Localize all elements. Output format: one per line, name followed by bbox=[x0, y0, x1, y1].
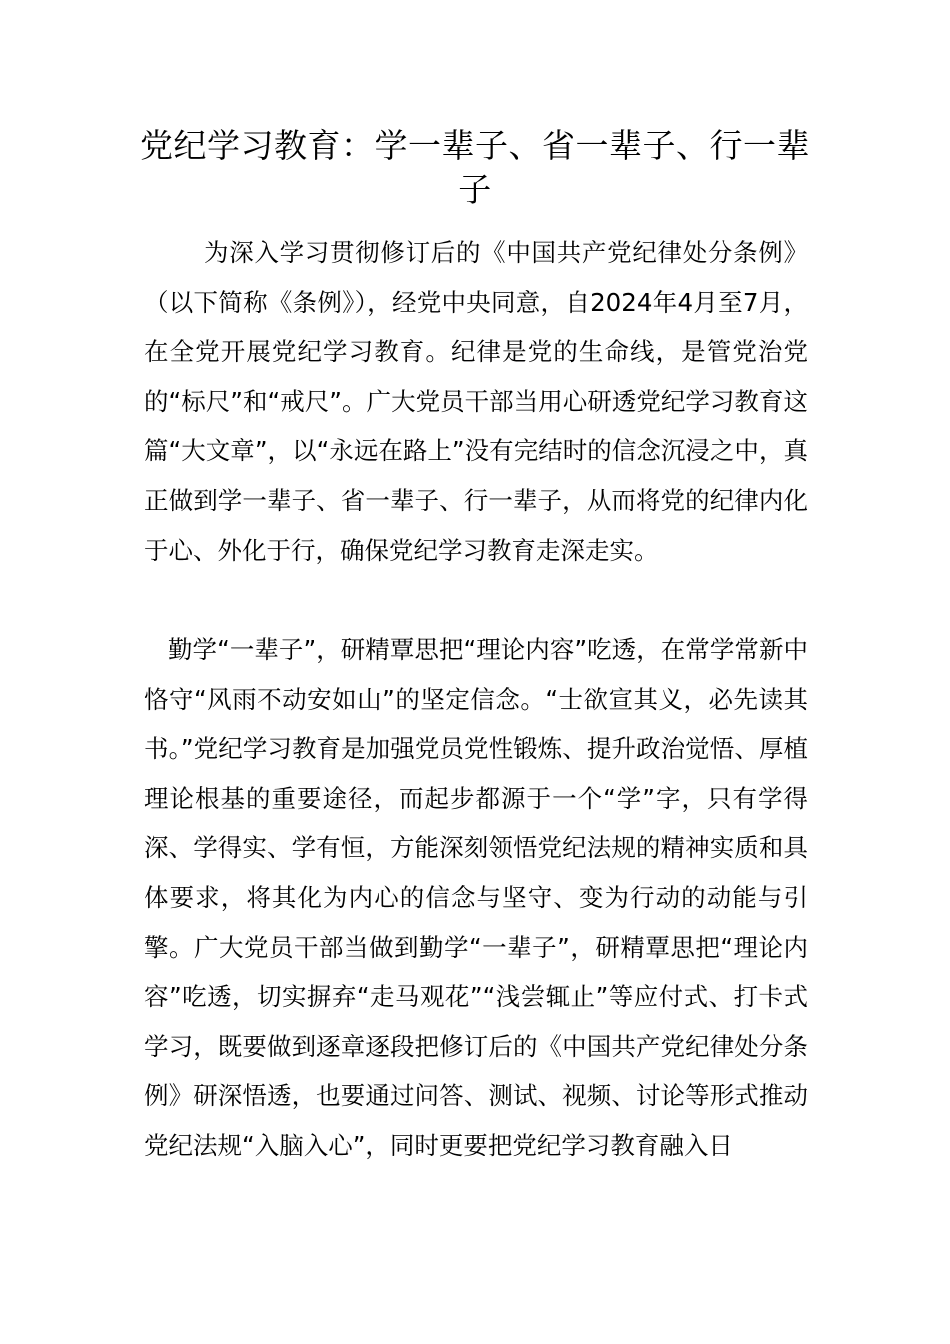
paragraph-study: 勤学“一辈子”，研精覃思把“理论内容”吃透，在常学常新中恪守“风雨不动安如山”的坚定信念。“士欲宣其义，必先读其书。”党纪学习教育是加强党员党性锻炼、提升政治觉悟、厚植理论根基的重要途径，而起步都源于一个“学”字，只有学得深、学得实、学有恒，方能深刻领悟党纪法规的精神实质和具体要求，将其化为内心的信念与坚守、变为行动的动能与引擎。广大党员干部当做到勤学“一辈子”，研精覃思把“理论内容”吃透，切实摒弃“走马观花”“浅尝辄止”等应付式、打卡式学习，既要做到逐章逐段把修订后的《中国共产党纪律处分条例》研深悟透，也要通过问答、测试、视频、讨论等形式推动党纪法规“入脑入心”，同时更要把党纪学习教育融入日 bbox=[144, 635, 808, 1160]
paragraph-intro: 为深入学习贯彻修订后的《中国共产党纪律处分条例》（以下简称《条例》），经党中央同意，自2024年4月至7月，在全党开展党纪学习教育。纪律是党的生命线，是管党治党的“标尺”和“戒尺”。广大党员干部当用心研透党纪学习教育这篇“大文章”，以“永远在路上”没有完结时的信念沉浸之中，真正做到学一辈子、省一辈子、行一辈子，从而将党的纪律内化于心、外化于行，确保党纪学习教育走深走实。 bbox=[144, 238, 808, 565]
document-title: 党纪学习教育：学一辈子、省一辈子、行一辈子 bbox=[140, 126, 810, 209]
